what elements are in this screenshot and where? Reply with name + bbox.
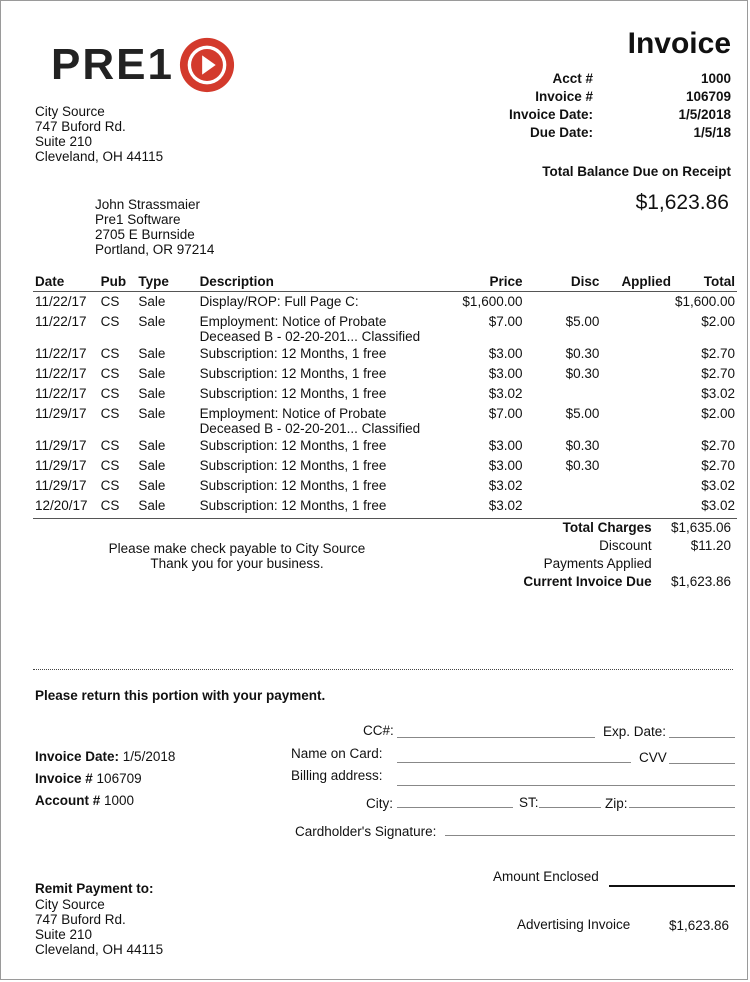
cell-date: 11/29/17 [35, 458, 87, 473]
cell-total: $3.02 [701, 386, 735, 401]
remit-label: Invoice Date: [35, 749, 120, 764]
description-line: Display/ROP: Full Page C: [199, 294, 359, 309]
cell-date: 11/29/17 [35, 406, 87, 421]
cell-total: $3.02 [673, 496, 737, 519]
column-header-type: Type [136, 273, 197, 292]
cell-description [198, 496, 440, 519]
table-row [33, 312, 737, 344]
table-row [33, 436, 737, 456]
cell-disc: $0.30 [565, 438, 600, 453]
cell-date: 11/22/17 [35, 386, 87, 401]
meta-row-acct [491, 71, 731, 89]
cell-price: $3.00 [488, 458, 523, 473]
cell-date: 11/22/17 [35, 366, 87, 381]
cell-applied [601, 344, 673, 364]
description-line: Subscription: 12 Months, 1 free [199, 438, 387, 453]
table-row [33, 344, 737, 364]
meta-row-due-date [491, 125, 731, 143]
cell-total: $3.02 [701, 478, 735, 493]
note-line: Please make check payable to City Source [108, 541, 366, 556]
address-line: Cleveland, OH 44115 [35, 942, 164, 957]
cell-pub: CS [100, 366, 120, 381]
meta-row-invoice-date [491, 107, 731, 125]
cell-applied [601, 364, 673, 384]
table-row [33, 384, 737, 404]
line-items-body [33, 292, 737, 519]
cell-pub: CS [100, 478, 120, 493]
invoice-meta [491, 71, 731, 143]
zip-field[interactable] [629, 807, 735, 808]
cell-description [198, 404, 440, 436]
cell-total: $2.00 [701, 406, 735, 421]
remit-to-address [35, 897, 163, 957]
cell-total: $2.70 [701, 458, 735, 473]
total-charges-row [491, 518, 731, 536]
billing-address-label: Billing address: [291, 768, 383, 783]
description-line: Deceased B - 02-20-201... Classified [199, 421, 421, 436]
signature-label: Cardholder's Signature: [295, 824, 437, 839]
balance-due-label: Total Balance Due on Receipt [542, 164, 731, 179]
cell-description [198, 436, 440, 456]
remit-label: Invoice # [35, 771, 93, 786]
cell-total: $2.00 [701, 314, 735, 329]
play-arrow-circle-icon [178, 36, 236, 94]
cell-price: $3.02 [488, 478, 523, 493]
advertising-invoice-label: Advertising Invoice [517, 917, 631, 932]
sender-address [35, 104, 163, 164]
column-header-date: Date [33, 273, 99, 292]
cell-type: Sale [138, 478, 166, 493]
remit-invoice-date [35, 749, 175, 764]
state-label: ST: [519, 795, 539, 810]
cell-date: 11/29/17 [35, 478, 87, 493]
cell-total: $2.70 [701, 346, 735, 361]
table-row [33, 456, 737, 476]
cell-description [198, 312, 440, 344]
remit-value: 106709 [96, 771, 142, 786]
cell-disc: $0.30 [565, 366, 600, 381]
column-header-pub: Pub [99, 273, 137, 292]
cell-date: 11/22/17 [35, 294, 87, 309]
column-header-description: Description [198, 273, 440, 292]
cell-type: Sale [136, 496, 197, 519]
remit-value: 1000 [104, 793, 135, 808]
cell-description [198, 456, 440, 476]
address-line: 747 Buford Rd. [35, 119, 126, 134]
cell-date: 11/29/17 [35, 438, 87, 453]
tear-off-line [33, 669, 733, 670]
amount-enclosed-field[interactable] [609, 885, 735, 887]
cell-type: Sale [138, 366, 166, 381]
current-invoice-due-row [491, 572, 731, 590]
description-line: Subscription: 12 Months, 1 free [199, 366, 387, 381]
table-row [33, 404, 737, 436]
address-line: Portland, OR 97214 [95, 242, 215, 257]
totals-block [491, 518, 731, 590]
cell-total: $2.70 [701, 438, 735, 453]
cell-pub: CS [100, 386, 120, 401]
address-line: 747 Buford Rd. [35, 912, 126, 927]
exp-date-label: Exp. Date: [603, 724, 667, 739]
cell-date: 11/22/17 [35, 346, 87, 361]
meta-value: 1000 [700, 71, 731, 86]
cell-disc: $0.30 [565, 346, 600, 361]
recipient-address [95, 197, 214, 257]
name-on-card-label: Name on Card: [291, 746, 383, 761]
cell-description [198, 292, 440, 313]
totals-value: $11.20 [690, 537, 731, 553]
remit-account-number [35, 793, 134, 808]
meta-row-invoice-number [491, 89, 731, 107]
cell-type: Sale [138, 438, 166, 453]
remit-label: Account # [35, 793, 101, 808]
description-line: Subscription: 12 Months, 1 free [199, 346, 387, 361]
table-row [33, 292, 737, 313]
totals-label: Total Charges [562, 519, 652, 535]
logo-text: PRE1 [51, 40, 174, 89]
zip-label: Zip: [605, 796, 628, 811]
return-portion-text: Please return this portion with your payment. [35, 688, 326, 703]
address-line: Suite 210 [35, 134, 93, 149]
cell-pub: CS [100, 294, 120, 309]
totals-value: $1,635.06 [670, 519, 731, 535]
cvv-label: CVV [639, 750, 667, 765]
address-line: John Strassmaier [95, 197, 201, 212]
advertising-invoice-amount: $1,623.86 [668, 918, 729, 933]
cell-description [198, 476, 440, 496]
cell-type: Sale [138, 346, 166, 361]
signature-field[interactable] [445, 835, 735, 836]
cell-price: $3.00 [488, 346, 523, 361]
cell-applied [601, 456, 673, 476]
page-title: Invoice [627, 27, 731, 60]
cell-description [198, 364, 440, 384]
cc-number-label: CC#: [363, 723, 394, 738]
payments-applied-row [491, 554, 731, 572]
remit-invoice-number [35, 771, 142, 786]
address-line: Pre1 Software [95, 212, 181, 227]
description-line: Subscription: 12 Months, 1 free [199, 386, 387, 401]
cell-type: Sale [138, 458, 166, 473]
cell-applied [601, 384, 673, 404]
address-line: Suite 210 [35, 927, 93, 942]
cell-pub: CS [99, 496, 137, 519]
cell-applied [601, 292, 673, 313]
meta-value: 1/5/18 [693, 125, 731, 140]
cell-disc [524, 292, 601, 313]
note-line: Thank you for your business. [150, 556, 324, 571]
cell-disc: $5.00 [565, 314, 600, 329]
description-line: Employment: Notice of Probate [199, 314, 387, 329]
cvv-field[interactable] [669, 763, 735, 764]
cell-disc [524, 496, 601, 519]
cell-applied [601, 496, 673, 519]
name-on-card-field[interactable] [397, 762, 631, 763]
amount-enclosed-label: Amount Enclosed [493, 869, 599, 884]
cell-pub: CS [100, 438, 120, 453]
cell-description [198, 344, 440, 364]
city-label: City: [366, 796, 393, 811]
cell-pub: CS [100, 406, 120, 421]
description-line: Deceased B - 02-20-201... Classified [199, 329, 421, 344]
cell-date: 12/20/17 [33, 496, 99, 519]
description-line: Subscription: 12 Months, 1 free [199, 498, 387, 513]
remit-to-label: Remit Payment to: [35, 881, 154, 896]
cell-type: Sale [138, 294, 166, 309]
column-header-price: Price [439, 273, 524, 292]
description-line: Subscription: 12 Months, 1 free [199, 478, 387, 493]
cell-disc [524, 476, 601, 496]
payment-note [101, 541, 373, 571]
meta-label: Acct # [552, 71, 593, 86]
remit-value: 1/5/2018 [122, 749, 176, 764]
meta-label: Invoice # [535, 89, 593, 104]
discount-row [491, 536, 731, 554]
state-field[interactable] [539, 807, 601, 808]
cell-applied [601, 404, 673, 436]
cell-type: Sale [138, 314, 166, 329]
cell-price: $1,600.00 [462, 294, 523, 309]
cell-disc: $5.00 [565, 406, 600, 421]
cell-total: $2.70 [701, 366, 735, 381]
totals-label: Current Invoice Due [523, 573, 652, 589]
cell-disc: $0.30 [565, 458, 600, 473]
cell-price: $7.00 [488, 314, 523, 329]
cell-type: Sale [138, 386, 166, 401]
billing-address-field[interactable] [397, 785, 735, 786]
cell-disc [524, 384, 601, 404]
cell-pub: CS [100, 458, 120, 473]
line-items-table [33, 273, 737, 519]
cell-applied [601, 436, 673, 456]
meta-value: 1/5/2018 [678, 107, 731, 122]
table-row [33, 476, 737, 496]
description-line: Subscription: 12 Months, 1 free [199, 458, 387, 473]
address-line: City Source [35, 897, 105, 912]
totals-value: $1,623.86 [670, 573, 731, 589]
cell-price: $7.00 [488, 406, 523, 421]
column-header-disc: Disc [524, 273, 601, 292]
meta-label: Due Date: [529, 125, 593, 140]
column-header-applied: Applied [601, 273, 673, 292]
balance-due-amount: $1,623.86 [635, 191, 729, 214]
exp-date-field[interactable] [669, 737, 735, 738]
city-field[interactable] [397, 807, 513, 808]
cell-applied [601, 476, 673, 496]
cell-price: $3.02 [439, 496, 524, 519]
table-row [33, 364, 737, 384]
totals-label: Discount [599, 537, 652, 553]
cell-type: Sale [138, 406, 166, 421]
cc-number-field[interactable] [397, 737, 595, 738]
cell-pub: CS [100, 314, 120, 329]
cell-total: $1,600.00 [674, 294, 735, 309]
address-line: City Source [35, 104, 105, 119]
address-line: 2705 E Burnside [95, 227, 195, 242]
cell-applied [601, 312, 673, 344]
cell-price: $3.00 [488, 366, 523, 381]
cell-date: 11/22/17 [35, 314, 87, 329]
table-row [33, 496, 737, 519]
meta-label: Invoice Date: [508, 107, 593, 122]
table-header-row [33, 273, 737, 292]
cell-price: $3.00 [488, 438, 523, 453]
totals-label: Payments Applied [543, 555, 652, 571]
company-logo [51, 35, 236, 95]
column-header-total: Total [673, 273, 737, 292]
address-line: Cleveland, OH 44115 [35, 149, 164, 164]
cell-price: $3.02 [488, 386, 523, 401]
description-line: Employment: Notice of Probate [199, 406, 387, 421]
meta-value: 106709 [685, 89, 731, 104]
cell-description [198, 384, 440, 404]
cell-pub: CS [100, 346, 120, 361]
